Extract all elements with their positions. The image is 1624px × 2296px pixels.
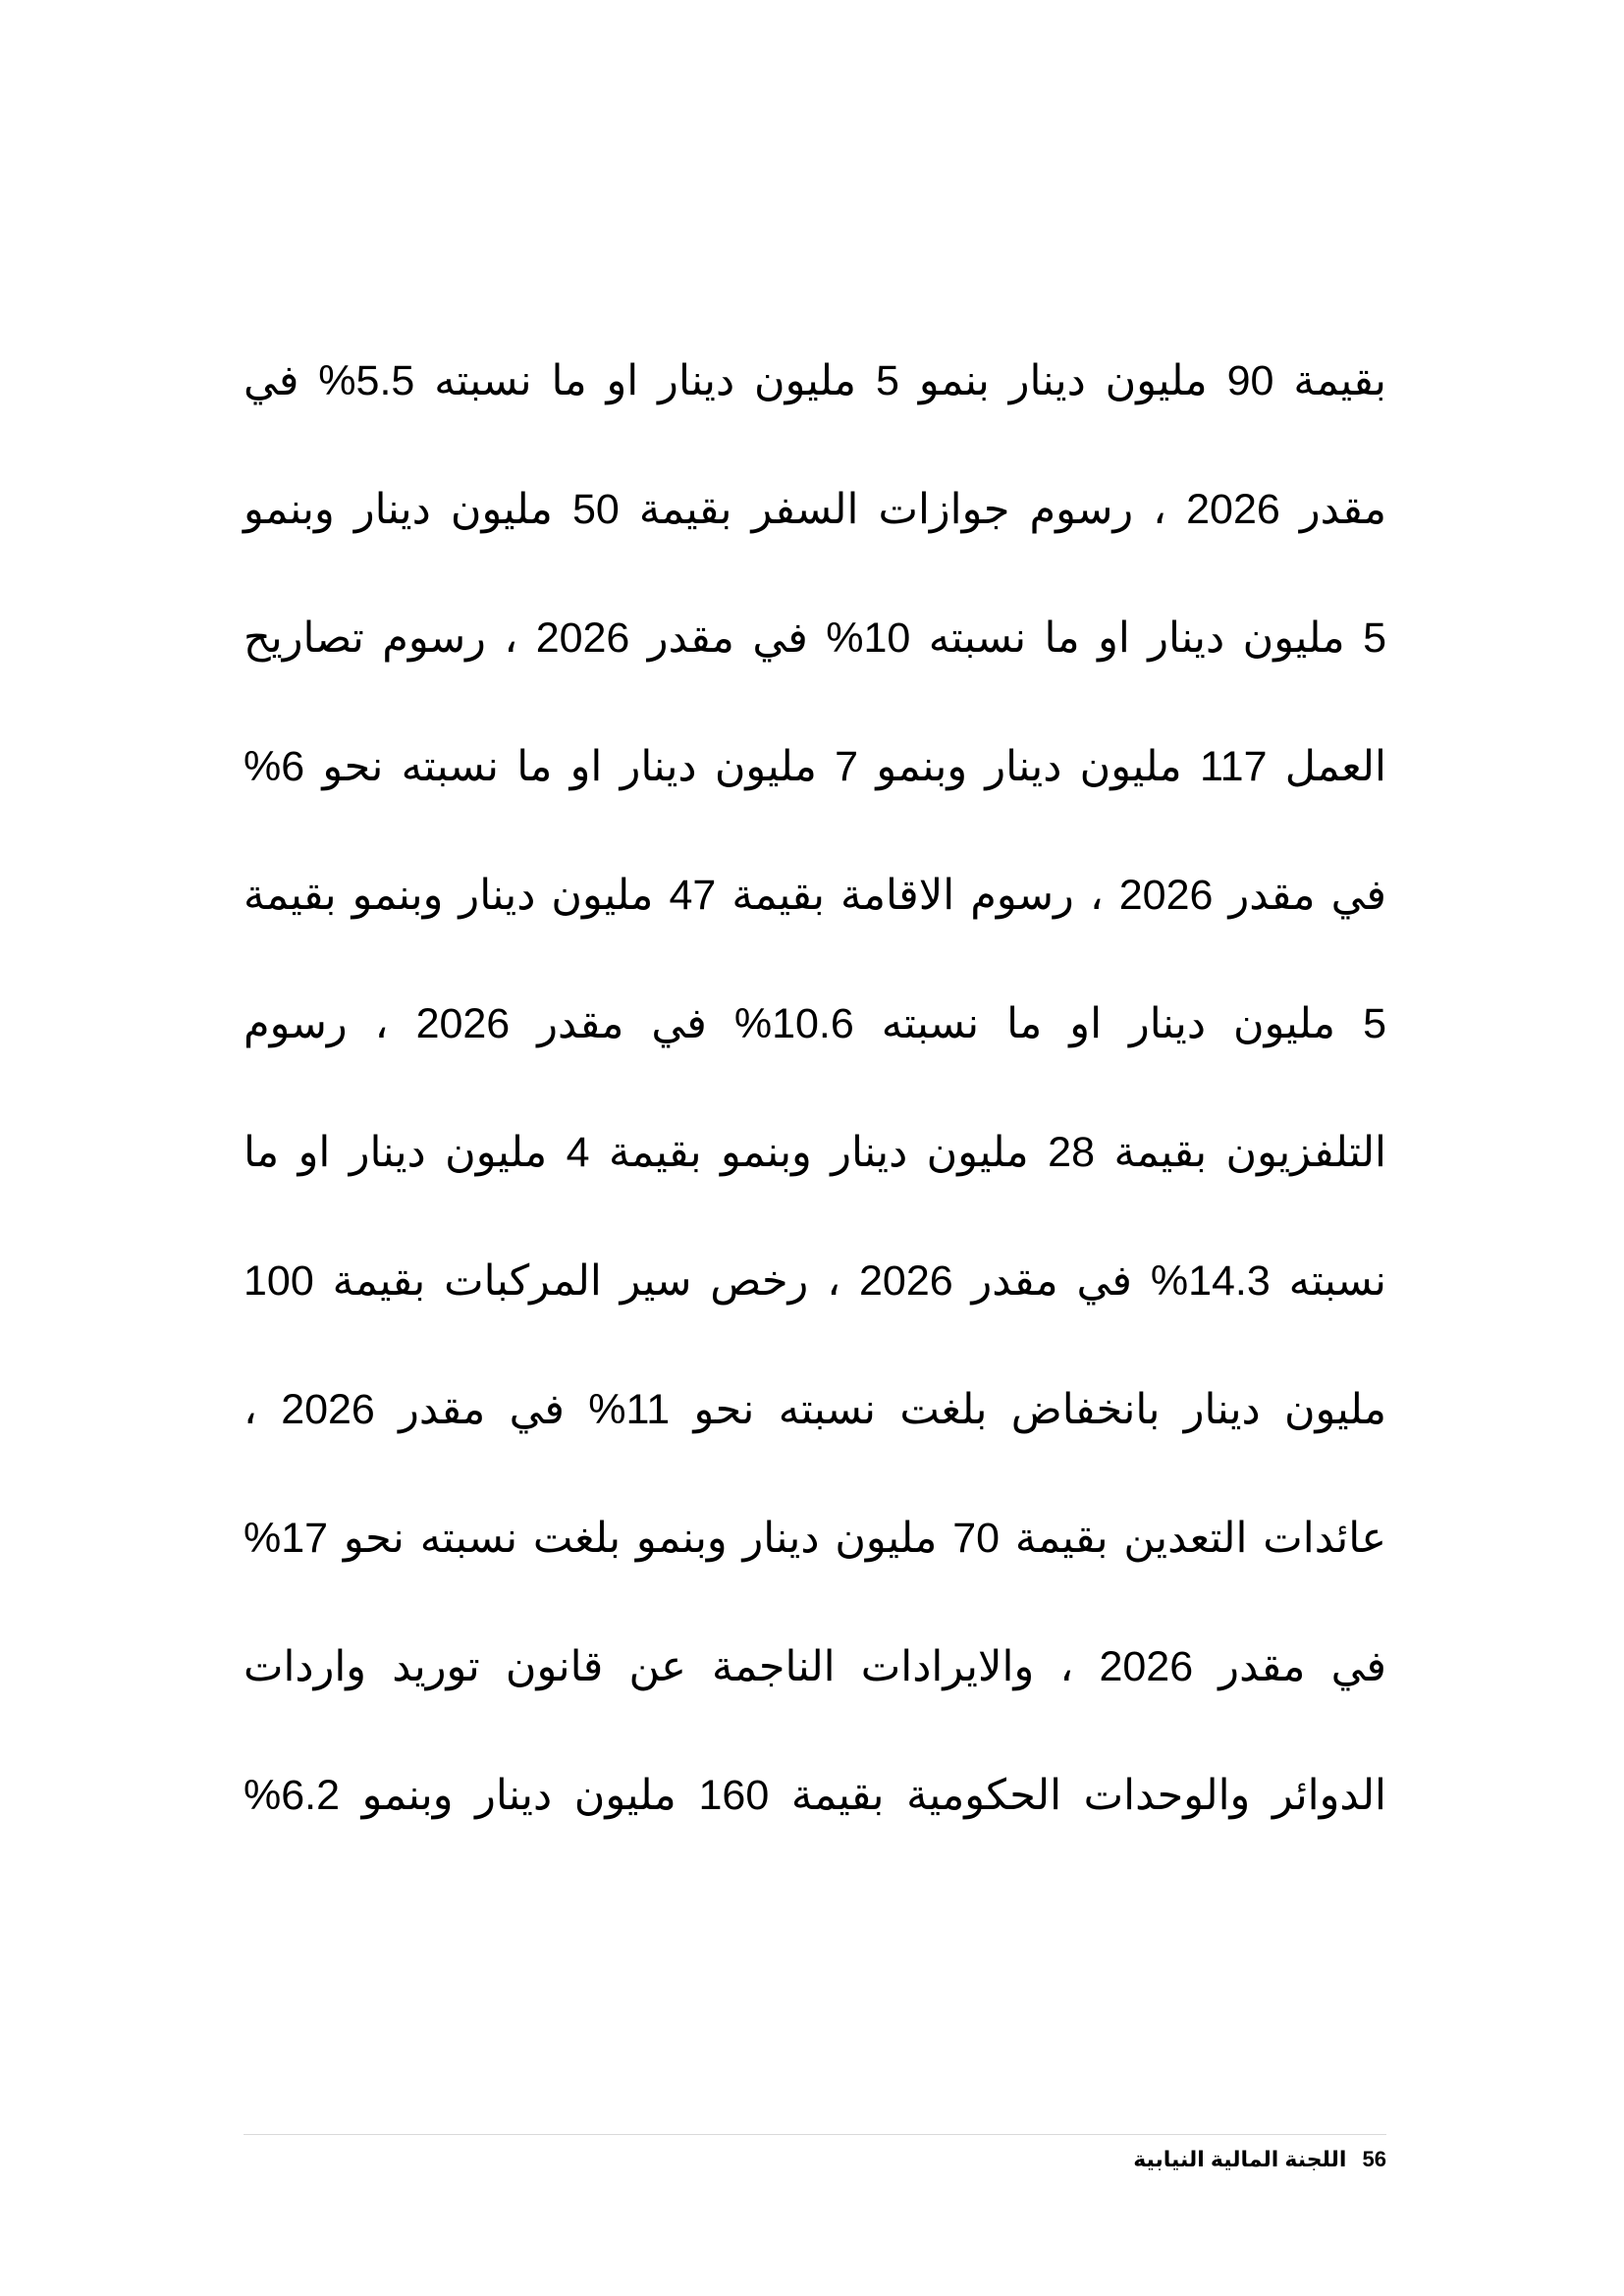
paragraph-line-9: مليون دينار بانخفاض بلغت نسبته نحو 11% في مقدر 2026 ، (244, 1386, 1387, 1433)
paragraph-line-12: الدوائر والوحدات الحكومية بقيمة 160 مليون دينار وبنمو 6.2% (244, 1772, 1386, 1819)
footer-committee-name: اللجنة المالية النيابية (1133, 2147, 1347, 2171)
paragraph-line-11: في مقدر 2026 ، والايرادات الناجمة عن قانون توريد واردات (244, 1643, 1386, 1690)
paragraph-line-6: 5 مليون دينار او ما نسبته 10.6% في مقدر 2026 ، رسوم (244, 1000, 1387, 1047)
paragraph-line-1: بقيمة 90 مليون دينار بنمو 5 مليون دينار او ما نسبته 5.5% في (244, 357, 1386, 404)
paragraph-line-2: مقدر 2026 ، رسوم جوازات السفر بقيمة 50 مليون دينار وبنمو (244, 486, 1386, 533)
page-footer (1133, 2146, 1386, 2173)
paragraph-line-4: العمل 117 مليون دينار وبنمو 7 مليون دينار او ما نسبته نحو 6% (244, 743, 1386, 790)
page-number: 56 (1362, 2147, 1386, 2171)
footer-divider (244, 2134, 1386, 2135)
paragraph-line-7: التلفزيون بقيمة 28 مليون دينار وبنمو بقيمة 4 مليون دينار او ما (244, 1129, 1386, 1176)
paragraph-line-8: نسبته 14.3% في مقدر 2026 ، رخص سير المركبات بقيمة 100 (244, 1257, 1387, 1305)
paragraph-line-5: في مقدر 2026 ، رسوم الاقامة بقيمة 47 مليون دينار وبنمو بقيمة (244, 872, 1386, 919)
paragraph-line-10: عائدات التعدين بقيمة 70 مليون دينار وبنمو بلغت نسبته نحو 17% (244, 1515, 1386, 1562)
body-paragraph (244, 342, 1386, 1885)
paragraph-line-3: 5 مليون دينار او ما نسبته 10% في مقدر 2026 ، رسوم تصاريح (244, 614, 1387, 662)
